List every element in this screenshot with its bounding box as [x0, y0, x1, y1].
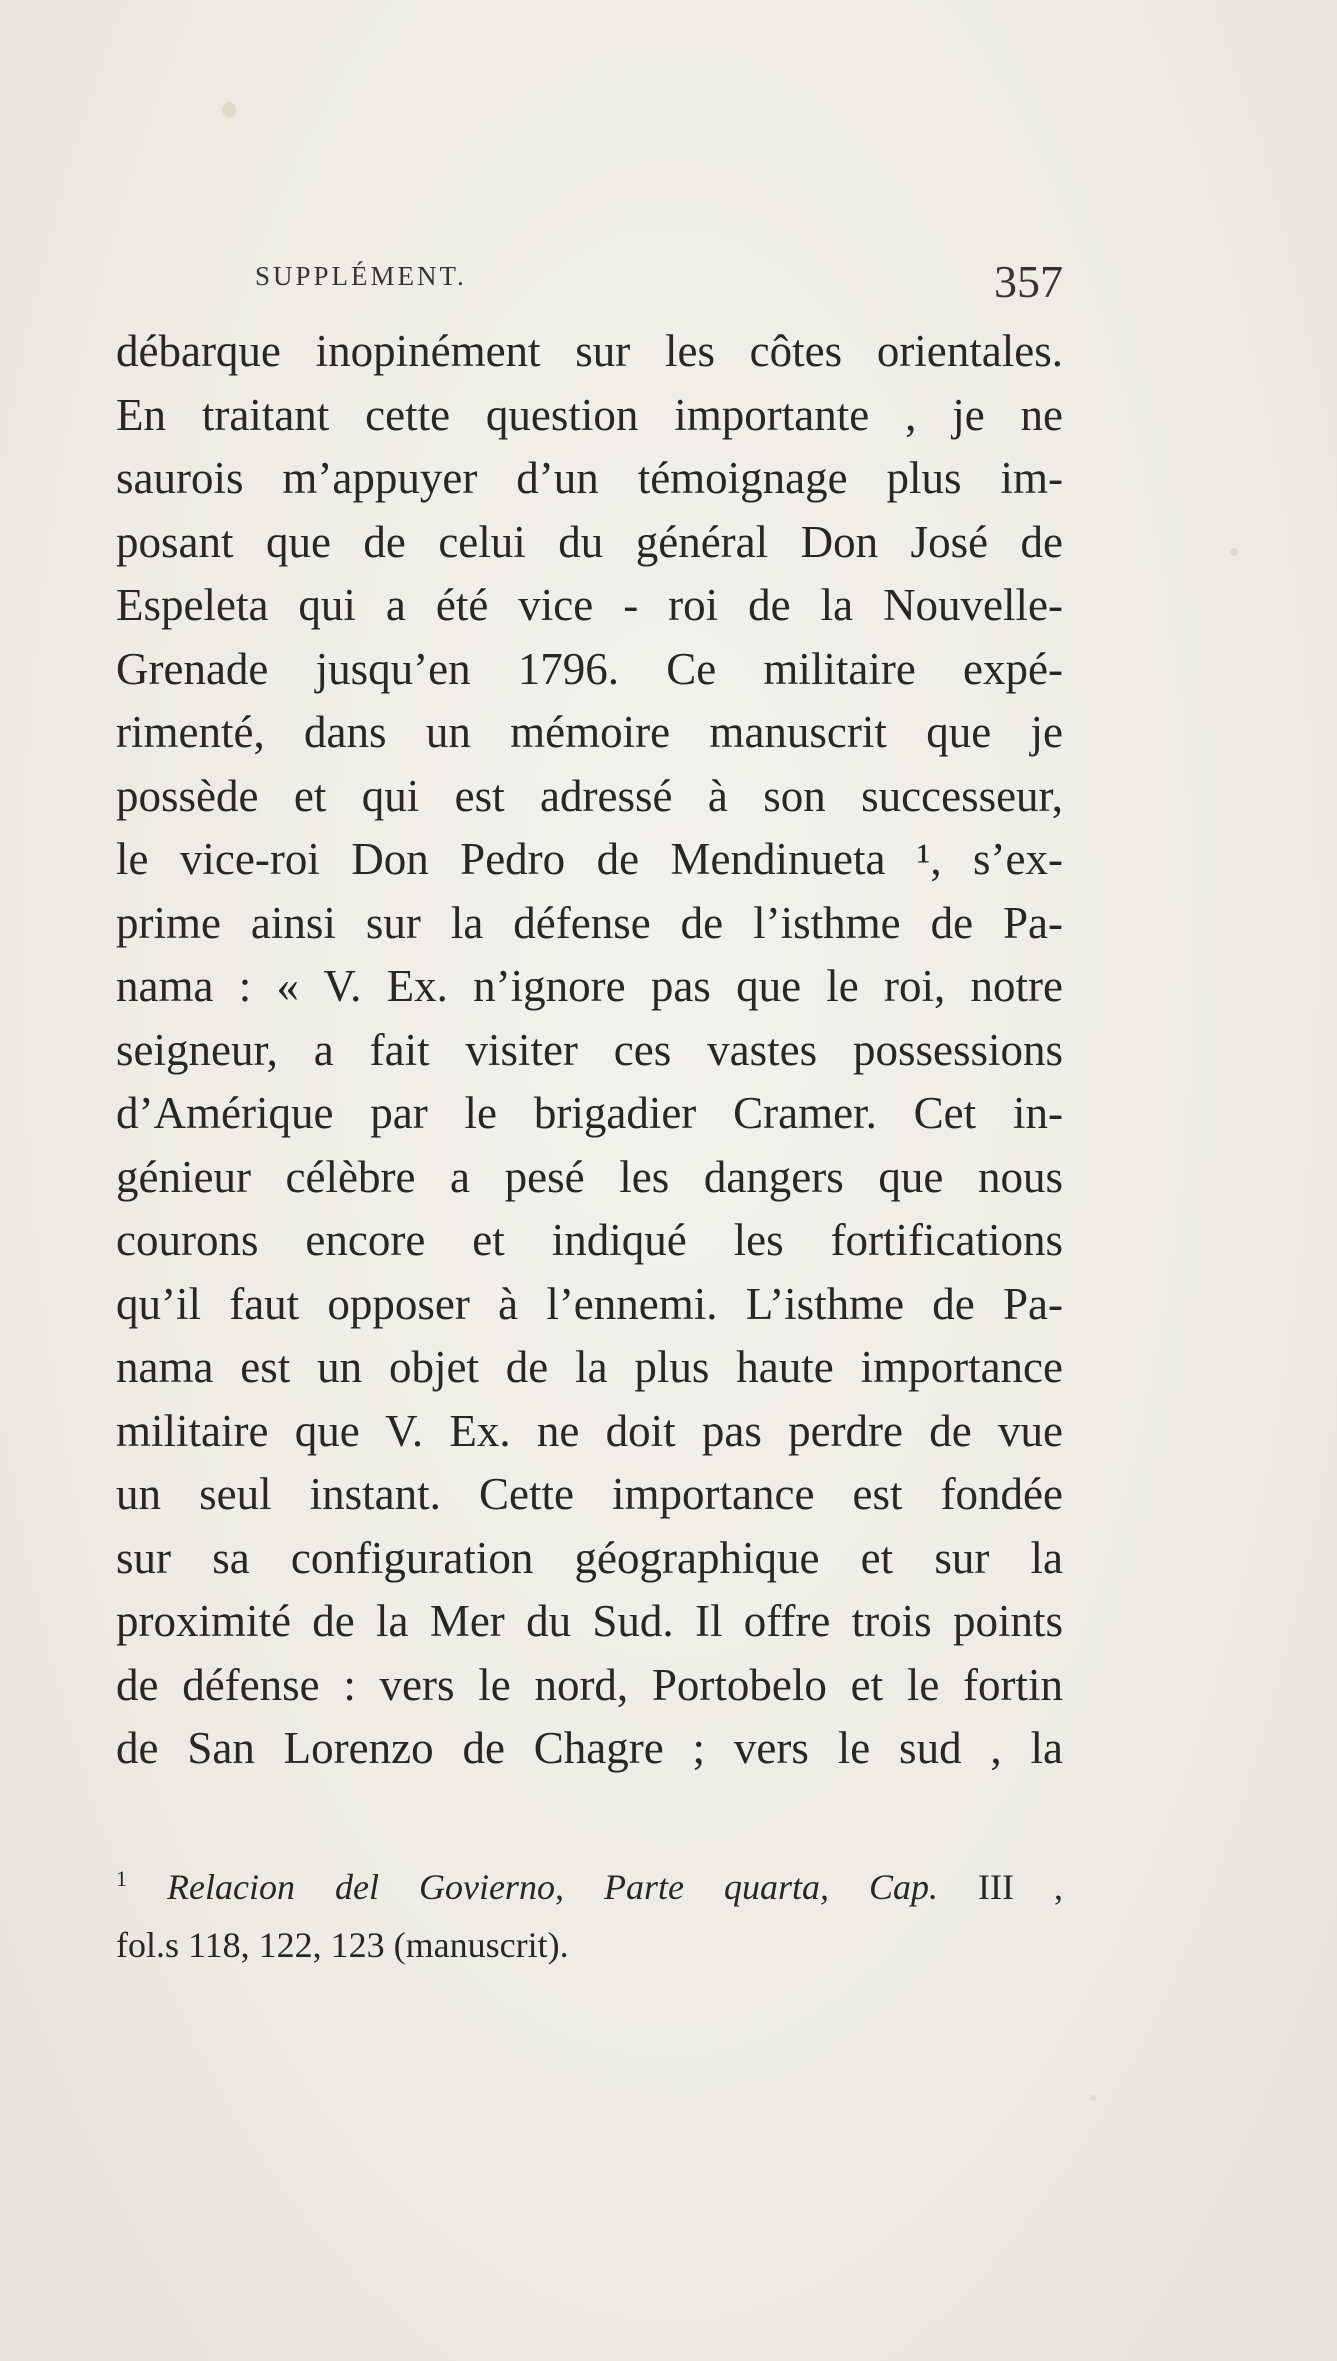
text-line: le vice-roi Don Pedro de Mendinueta ¹, s’ex-: [116, 834, 1063, 884]
foxing-spot: [1090, 2095, 1096, 2101]
foxing-spot: [222, 102, 236, 118]
footnote-mark: 1: [116, 1866, 127, 1891]
text-line: nama est un objet de la plus haute importance: [116, 1342, 1063, 1392]
text-line: sur sa configuration géographique et sur la: [116, 1532, 1063, 1583]
text-line: un seul instant. Cette importance est fondée: [116, 1469, 1063, 1519]
footnote-chapter: III ,: [938, 1867, 1063, 1907]
text-line: nama : « V. Ex. n’ignore pas que le roi, notre: [116, 961, 1063, 1011]
text-line: saurois m’appuyer d’un témoignage plus im-: [116, 453, 1063, 503]
text-line: d’Amérique par le brigadier Cramer. Cet in-: [116, 1088, 1063, 1138]
text-line: seigneur, a fait visiter ces vastes possessions: [116, 1024, 1063, 1075]
body-text: [116, 320, 1063, 1781]
footnote-line: fol.s 118, 122, 123 (manuscrit).: [116, 1925, 569, 1965]
text-line: courons encore et indiqué les fortifications: [116, 1215, 1063, 1265]
text-line: débarque inopinément sur les côtes orientales.: [116, 326, 1063, 376]
text-line: militaire que V. Ex. ne doit pas perdre de vue: [116, 1405, 1063, 1456]
text-line: Espeleta qui a été vice - roi de la Nouvelle-: [116, 580, 1063, 630]
running-head: SUPPLÉMENT.: [255, 261, 467, 291]
text-line: génieur célèbre a pesé les dangers que nous: [116, 1151, 1063, 1202]
foxing-spot: [1230, 548, 1238, 556]
text-line: possède et qui est adressé à son successeur,: [116, 770, 1063, 821]
text-line: rimenté, dans un mémoire manuscrit que je: [116, 707, 1063, 757]
footnote: [116, 1858, 1063, 1974]
text-line: Grenade jusqu’en 1796. Ce militaire expé-: [116, 643, 1063, 694]
text-line: posant que de celui du général Don José de: [116, 516, 1063, 567]
text-line: En traitant cette question importante , je ne: [116, 389, 1063, 440]
text-line: de San Lorenzo de Chagre ; vers le sud , la: [116, 1723, 1063, 1773]
page-header: [255, 255, 1063, 315]
text-line: prime ainsi sur la défense de l’isthme de Pa-: [116, 897, 1063, 948]
footnote-line: [116, 1858, 1063, 1916]
text-line: de défense : vers le nord, Portobelo et le fortin: [116, 1659, 1063, 1710]
text-line: proximité de la Mer du Sud. Il offre trois points: [116, 1596, 1063, 1646]
footnote-source-title: Relacion del Govierno, Parte quarta, Cap.: [167, 1867, 938, 1907]
page-number: 357: [994, 256, 1063, 307]
text-line: qu’il faut opposer à l’ennemi. L’isthme de Pa-: [116, 1278, 1063, 1329]
